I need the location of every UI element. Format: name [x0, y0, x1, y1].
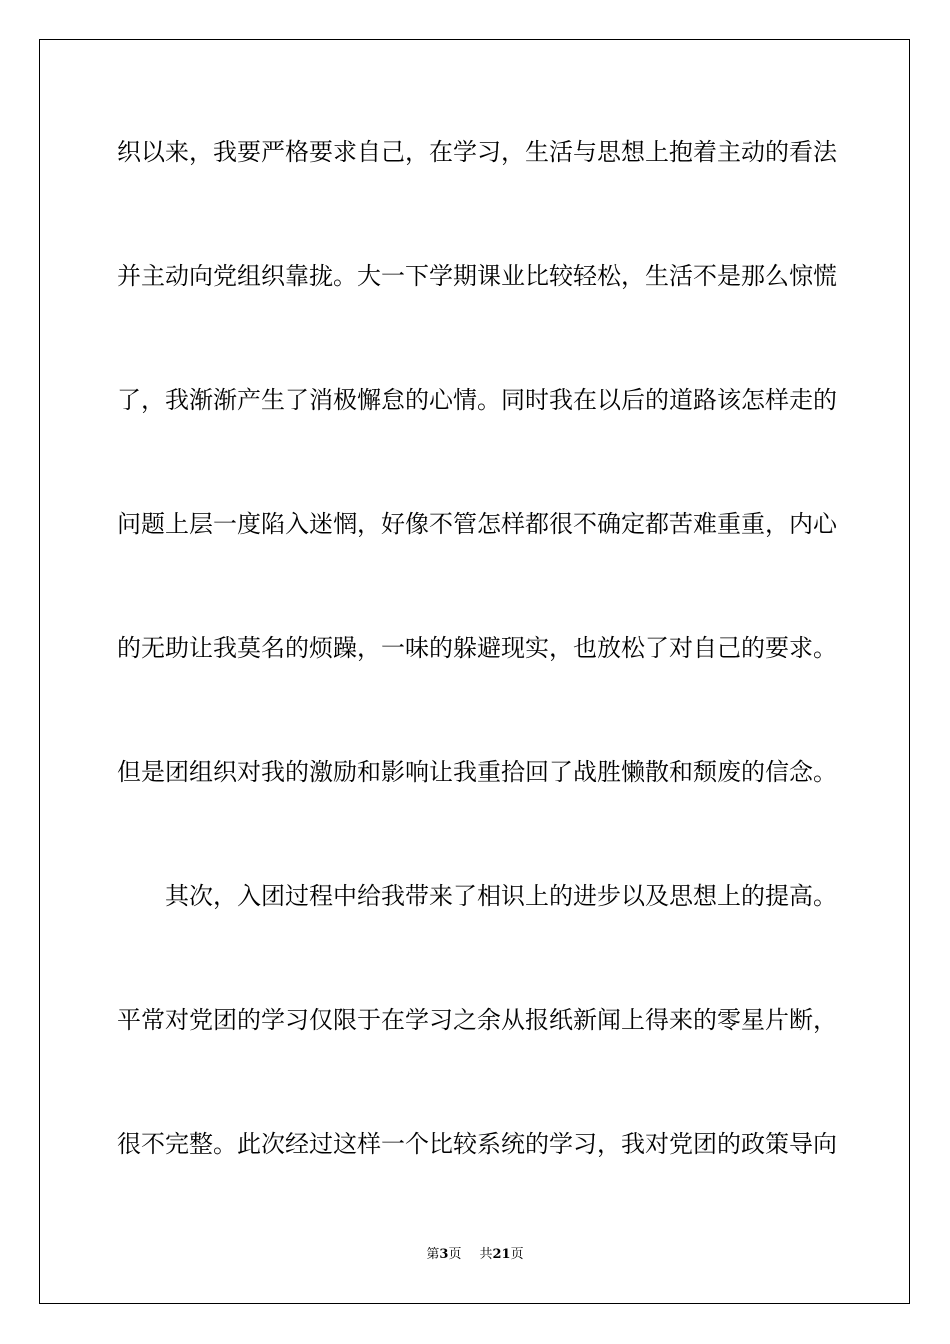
- page-border: [39, 39, 910, 1304]
- text-line-paragraph-start: 其次，入团过程中给我带来了相识上的进步以及思想上的提高。: [165, 882, 837, 910]
- text-line: 的无助让我莫名的烦躁，一味的躲避现实，也放松了对自己的要求。: [117, 634, 837, 662]
- total-prefix: 共: [479, 1247, 493, 1262]
- text-line: 平常对党团的学习仅限于在学习之余从报纸新闻上得来的零星片断，: [117, 1006, 837, 1034]
- total-suffix: 页: [510, 1247, 524, 1262]
- text-line: 并主动向党组织靠拢。大一下学期课业比较轻松，生活不是那么惊慌: [117, 262, 837, 290]
- page-suffix: 页: [448, 1247, 462, 1262]
- total-pages: 21: [492, 1247, 511, 1262]
- text-line: 很不完整。此次经过这样一个比较系统的学习，我对党团的政策导向: [117, 1130, 837, 1158]
- page-prefix: 第: [426, 1247, 440, 1262]
- text-line: 织以来，我要严格要求自己，在学习，生活与思想上抱着主动的看法: [117, 138, 837, 166]
- text-line: 问题上层一度陷入迷惘，好像不管怎样都很不确定都苦难重重，内心: [117, 510, 837, 538]
- page-footer: [0, 1246, 950, 1264]
- text-line: 但是团组织对我的激励和影响让我重拾回了战胜懒散和颓废的信念。: [117, 758, 837, 786]
- text-line: 了，我渐渐产生了消极懈怠的心情。同时我在以后的道路该怎样走的: [117, 386, 837, 414]
- page-number: 3: [439, 1247, 449, 1262]
